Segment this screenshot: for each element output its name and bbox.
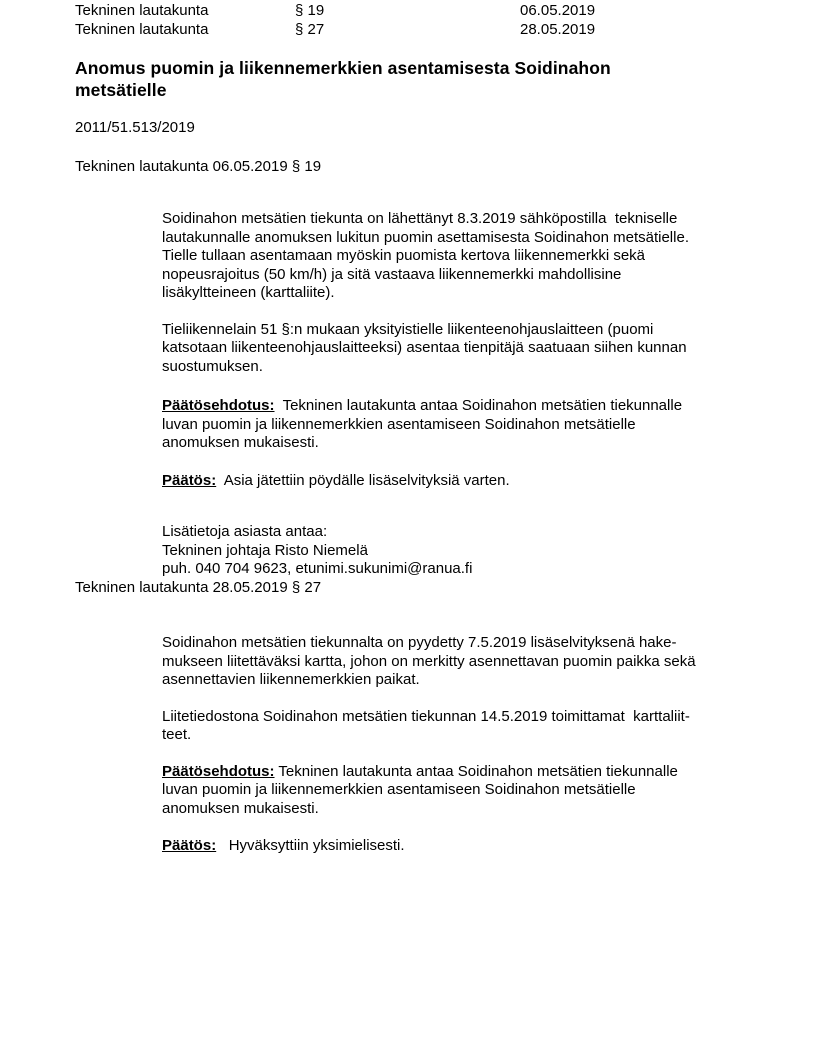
- header-table: [75, 2, 816, 39]
- paragraph-line: [162, 397, 762, 416]
- paragraph-line: katsotaan liikenteenohjauslaitteeksi) asentaa tienpitäjä saatuaan siihen kunnan: [162, 339, 687, 356]
- section-heading: Tekninen lautakunta 28.05.2019 § 27: [75, 578, 322, 596]
- decision-proposal-text: Tekninen lautakunta antaa Soidinahon metsätien tiekunnalle: [274, 397, 683, 414]
- paragraph: [162, 708, 762, 745]
- paragraph-line: lautakunnalle anomuksen lukitun puomin asettamisesta Soidinahon metsätielle.: [162, 228, 689, 246]
- case-number: 2011/51.513/2019: [75, 119, 195, 136]
- header-row: [75, 21, 816, 40]
- paragraph-line: teet.: [162, 726, 192, 743]
- paragraph: [162, 634, 762, 690]
- paragraph: [162, 210, 762, 303]
- document-title-line: Anomus puomin ja liikennemerkkien asentamisesta Soidinahon: [75, 58, 611, 78]
- paragraph-line: lisäkyltteineen (karttaliite).: [162, 284, 335, 301]
- paragraph-line: nopeusrajoitus (50 km/h) ja sitä vastaava liikennemerkki mahdollisine: [162, 265, 622, 283]
- paragraph-line: [162, 763, 762, 782]
- paragraph: [162, 321, 762, 377]
- decision-label: Päätös:: [162, 837, 217, 854]
- decision-proposal-label: Päätösehdotus:: [162, 762, 275, 780]
- paragraph-line: anomuksen mukaisesti.: [162, 799, 319, 817]
- contact-info-line: puh. 040 704 9623, etunimi.sukunimi@ranua.fi: [162, 560, 473, 577]
- paragraph-line: Liitetiedostona Soidinahon metsätien tiekunnan 14.5.2019 toimittamat karttaliit-: [162, 707, 690, 725]
- paragraph-line: Soidinahon metsätien tiekunnalta on pyydetty 7.5.2019 lisäselvityksenä hake-: [162, 634, 677, 651]
- meeting-date: 28.05.2019: [520, 20, 596, 38]
- paragraph-line: Soidinahon metsätien tiekunta on lähettänyt 8.3.2019 sähköpostilla tekniselle: [162, 210, 678, 227]
- paragraph-line: asennettavien liikennemerkkien paikat.: [162, 671, 420, 688]
- decision-text: Hyväksyttiin yksimielisesti.: [216, 837, 405, 854]
- committee-name: Tekninen lautakunta: [75, 2, 209, 19]
- decision-proposal-text: Tekninen lautakunta antaa Soidinahon metsätien tiekunnalle: [274, 762, 678, 780]
- meeting-date: 06.05.2019: [520, 2, 596, 19]
- decision-proposal: [162, 763, 762, 819]
- paragraph-line: [162, 472, 762, 491]
- paragraph-line: Tielle tullaan asentamaan myöskin puomista kertova liikennemerkki sekä: [162, 247, 646, 264]
- committee-name: Tekninen lautakunta: [75, 20, 209, 38]
- paragraph-line: anomuksen mukaisesti.: [162, 434, 319, 451]
- paragraph-line: mukseen liitettäväksi kartta, johon on merkitty asennettavan puomin paikka sekä: [162, 652, 696, 670]
- decision-proposal: [162, 397, 762, 453]
- header-row: [75, 2, 816, 21]
- document-title-line: metsätielle: [75, 80, 167, 100]
- section-ref: § 19: [295, 2, 325, 19]
- paragraph-line: luvan puomin ja liikennemerkkien asentamiseen Soidinahon metsätielle: [162, 781, 636, 798]
- document-title: [75, 57, 816, 101]
- paragraph-line: suostumuksen.: [162, 357, 263, 375]
- contact-info-line: Lisätietoja asiasta antaa:: [162, 523, 328, 540]
- paragraph-line: [162, 837, 762, 856]
- section-heading: Tekninen lautakunta 06.05.2019 § 19: [75, 157, 322, 175]
- decision: [162, 472, 762, 491]
- contact-info-line: Tekninen johtaja Risto Niemelä: [162, 541, 368, 559]
- decision-proposal-label: Päätösehdotus:: [162, 397, 275, 414]
- section-ref: § 27: [295, 20, 325, 38]
- paragraph-line: luvan puomin ja liikennemerkkien asentamiseen Soidinahon metsätielle: [162, 415, 636, 433]
- decision-text: Asia jätettiin pöydälle lisäselvityksiä varten.: [216, 471, 510, 489]
- decision: [162, 837, 762, 856]
- paragraph-line: Tieliikennelain 51 §:n mukaan yksityistielle liikenteenohjauslaitteen (puomi: [162, 320, 654, 338]
- decision-label: Päätös:: [162, 471, 217, 489]
- contact-info: [162, 523, 762, 579]
